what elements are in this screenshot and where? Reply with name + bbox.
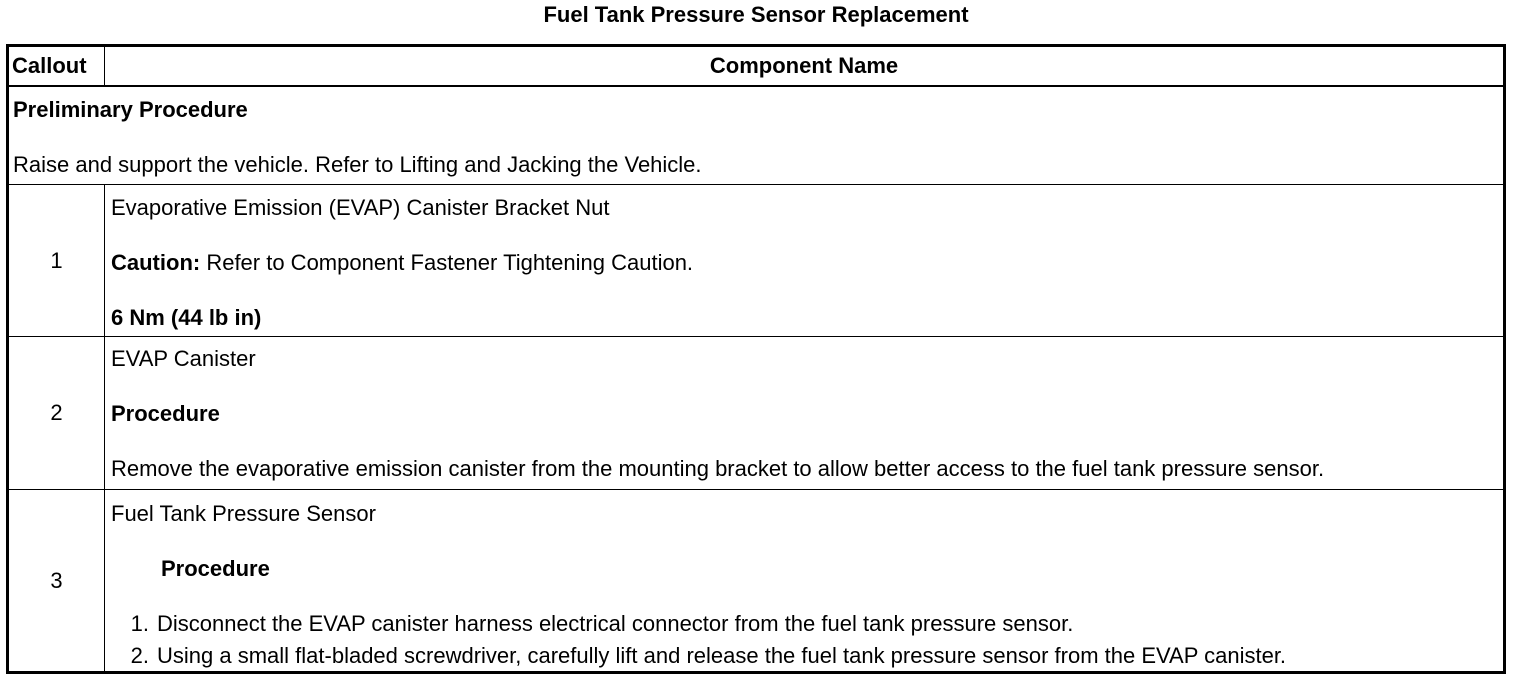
table-row-callout-2 xyxy=(9,337,1503,490)
document-title: Fuel Tank Pressure Sensor Replacement xyxy=(543,2,969,27)
component-name: Fuel Tank Pressure Sensor xyxy=(111,501,376,526)
step-text: Using a small flat-bladed screwdriver, carefully lift and release the fuel tank pressure sensor from the EVAP canister. xyxy=(157,643,1287,668)
procedure-step xyxy=(111,611,1073,637)
step-number: 2. xyxy=(130,643,149,668)
caution-label: Caution: xyxy=(111,250,201,275)
component-name: Evaporative Emission (EVAP) Canister Bracket Nut xyxy=(111,195,610,220)
torque-spec: 6 Nm (44 lb in) xyxy=(111,305,262,330)
header-component-name: Component Name xyxy=(709,53,899,78)
step-number: 1. xyxy=(130,611,149,636)
table-header-row xyxy=(9,47,1503,87)
procedure-step xyxy=(111,643,1286,669)
procedure-table xyxy=(6,44,1506,674)
procedure-heading: Procedure xyxy=(161,556,270,581)
step-text: Disconnect the EVAP canister harness electrical connector from the fuel tank pressure sensor. xyxy=(157,611,1074,636)
callout-number: 2 xyxy=(9,337,105,489)
caution-text: Refer to Component Fastener Tightening Caution. xyxy=(200,250,694,275)
preliminary-heading: Preliminary Procedure xyxy=(13,97,248,122)
preliminary-procedure-row xyxy=(9,87,1503,185)
caution-note xyxy=(111,250,693,276)
procedure-text: Remove the evaporative emission canister from the mounting bracket to allow better access to the fuel tank pressure sensor. xyxy=(111,456,1325,481)
header-callout: Callout xyxy=(9,47,105,85)
callout-number: 3 xyxy=(9,490,105,671)
procedure-heading: Procedure xyxy=(111,401,220,426)
component-name: EVAP Canister xyxy=(111,346,256,371)
preliminary-text: Raise and support the vehicle. Refer to Lifting and Jacking the Vehicle. xyxy=(13,152,702,177)
table-row-callout-3 xyxy=(9,490,1503,671)
callout-number: 1 xyxy=(9,185,105,336)
table-row-callout-1 xyxy=(9,185,1503,337)
